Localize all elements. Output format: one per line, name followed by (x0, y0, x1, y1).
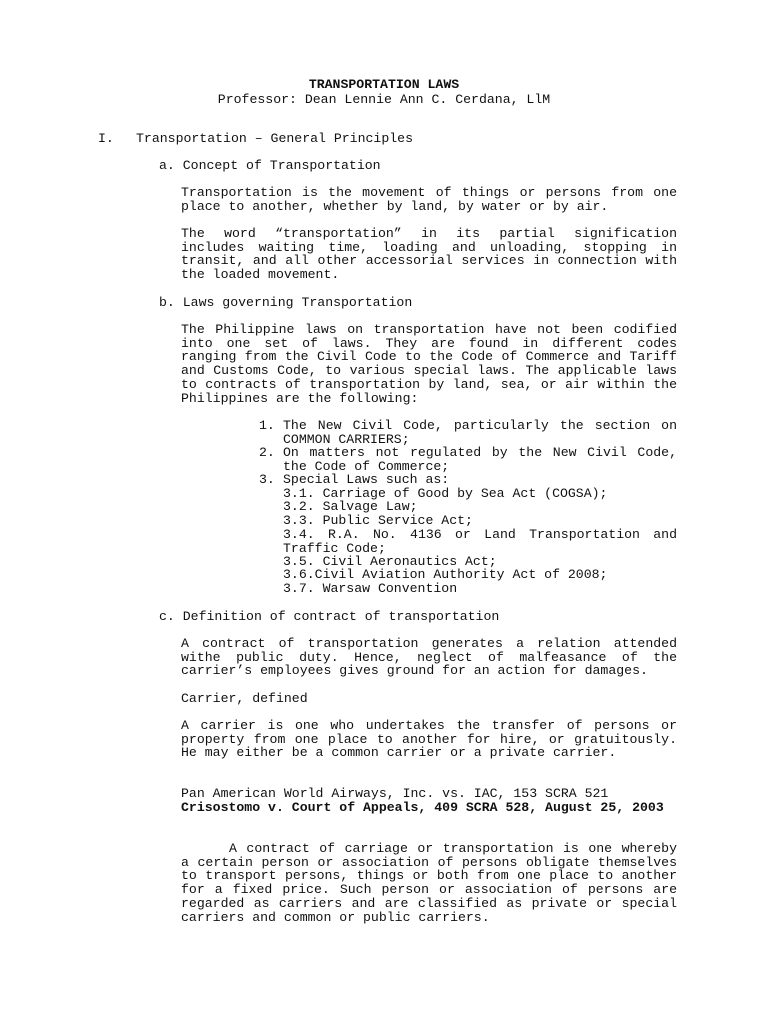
subsection-c-paragraph-2: A carrier is one who undertakes the transfer of persons or property from one place to another for hire, or gratuitously. He may either be a common carrier or a private carrier. (181, 718, 677, 761)
subsection-c-paragraph-3: A contract of carriage or transportation is one whereby a certain person or association of persons obligate themselves to transport persons, things or both from one place to another for a fixed price. Such person or association of persons are regarded as carriers and are classified as private or special carriers and common or public carriers. (181, 841, 677, 925)
subsection-c-paragraph-1: A contract of transportation generates a relation attended withe public duty. Hence, neglect of malfeasance of the carrier’s employees gives ground for an action for damages. (181, 636, 677, 679)
list-item-text: The New Civil Code, particularly the section on COMMON CARRIERS; (283, 418, 677, 447)
section-number: I. (98, 131, 114, 146)
sublist-item: 3.2. Salvage Law; (283, 499, 418, 514)
sublist-item: 3.4. R.A. No. 4136 or Land Transportation and Traffic Code; (283, 527, 677, 556)
case-citation-pan-american: Pan American World Airways, Inc. vs. IAC, 153 SCRA 521 (181, 786, 609, 801)
list-item-text: Special Laws such as: (283, 472, 450, 487)
sublist-item: 3.6.Civil Aviation Authority Act of 2008; (283, 567, 608, 582)
carrier-defined-heading: Carrier, defined (181, 691, 308, 706)
sublist-item: 3.1. Carriage of Good by Sea Act (COGSA); (283, 486, 608, 501)
list-item-number: 3. (259, 472, 275, 487)
subsection-a-heading: a. Concept of Transportation (159, 158, 381, 173)
subsection-b-heading: b. Laws governing Transportation (159, 295, 413, 310)
sublist-item: 3.5. Civil Aeronautics Act; (283, 554, 497, 569)
sublist-item: 3.7. Warsaw Convention (283, 581, 458, 596)
list-item-number: 1. (259, 418, 275, 433)
professor-line: Professor: Dean Lennie Ann C. Cerdana, LlM (217, 92, 551, 107)
list-item-text: On matters not regulated by the New Civil Code, the Code of Commerce; (283, 445, 677, 474)
subsection-a-paragraph-1: Transportation is the movement of things or persons from one place to another, whether by land, by water or by air. (181, 185, 677, 214)
subsection-c-heading: c. Definition of contract of transportation (159, 609, 500, 624)
sublist-item: 3.3. Public Service Act; (283, 513, 473, 528)
subsection-a-paragraph-2: The word “transportation” in its partial signification includes waiting time, loading and unloading, stopping in transit, and all other accessorial services in connection with the loaded movement. (181, 226, 677, 283)
section-title: Transportation – General Principles (136, 131, 413, 146)
list-item-number: 2. (259, 445, 275, 460)
document-title: TRANSPORTATION LAWS (308, 77, 460, 92)
case-citation-crisostomo: Crisostomo v. Court of Appeals, 409 SCRA 528, August 25, 2003 (181, 800, 664, 815)
subsection-b-paragraph-1: The Philippine laws on transportation have not been codified into one set of laws. They are found in different codes ranging from the Civil Code to the Code of Commerce and Tariff and Customs Code, to various special laws. The applicable laws to contracts of transportation by land, sea, or air within the Philippines are the following: (181, 322, 677, 406)
